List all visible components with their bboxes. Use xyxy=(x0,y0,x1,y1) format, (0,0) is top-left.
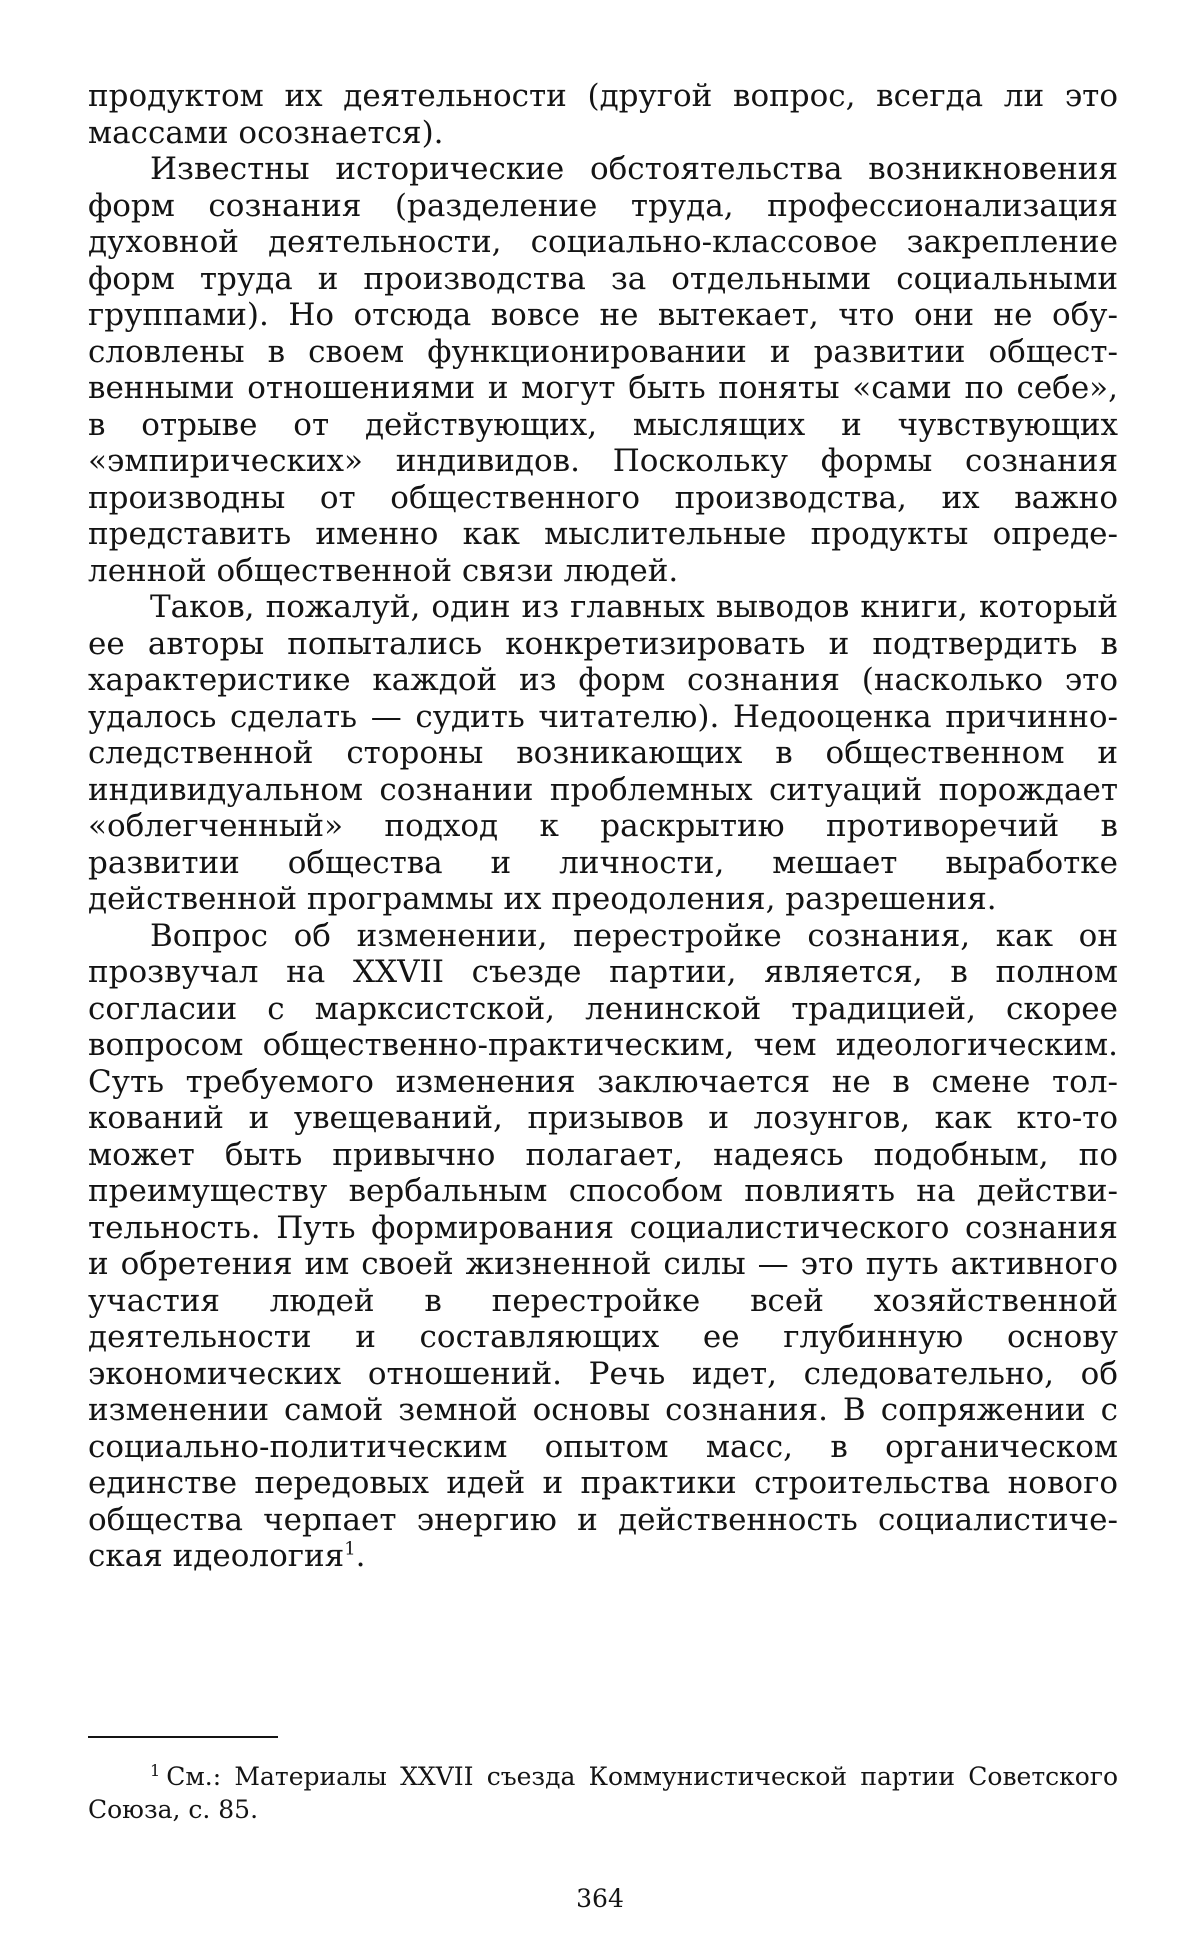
footnote-reference[interactable]: 1 xyxy=(344,1538,356,1560)
paragraph-4-text: Вопрос об изменении, перестройке сознания, как он прозвучал на XXVII съезде партии, является, в полном согласии с марксистской, ленинской традицией, скорее вопросом общественно-практическим, чем идеологическим. Суть требуемого изменения заключается не в смене толкований и увещеваний, призывов и лозунгов, как кто-то может быть привычно полагает, надеясь подобным, по преимуществу вербальным способом повлиять на действительность. Путь формирования социалистического сознания и обретения им своей жизненной силы — это путь активного участия людей в перестройке всей хозяйственной деятельности и составляющих ее глубинную основу экономических отношений. Речь идет, следовательно, об изменении самой земной основы сознания. В сопряжении с социально-политическим опытом масс, в органическом единстве передовых идей и практики строительства нового общества черпает энергию и действенность социалистическая идеология xyxy=(88,917,1118,1574)
footnote-divider xyxy=(88,1736,278,1738)
page-number: 364 xyxy=(576,1884,624,1913)
paragraph-2: Известны исторические обстоятельства возникновения форм сознания (разделение труда, профессионализация духовной деятельности, социально-классовое закрепление форм труда и производства за отдельными социальными группами). Но отсюда вовсе не вытекает, что они не обусловлены в своем функционировании и развитии общественными отношениями и могут быть поняты «сами по себе», в отрыве от действующих, мыслящих и чувствующих «эмпирических» индивидов. Поскольку формы сознания производны от общественного производства, их важно представить именно как мыслительные продукты определенной общественной связи людей. xyxy=(88,151,1118,589)
paragraph-3: Таков, пожалуй, один из главных выводов книги, который ее авторы попытались конкретизировать и подтвердить в характеристике каждой из форм сознания (насколько это удалось сделать — судить читателю). Недооценка причинно-следственной стороны возникающих в общественном и индивидуальном сознании проблемных ситуаций порождает «облегченный» подход к раскрытию противоречий в развитии общества и личности, мешает выработке действенной программы их преодоления, разрешения. xyxy=(88,589,1118,917)
page-body xyxy=(88,78,1118,1575)
footnote-text: См.: Материалы XXVII съезда Коммунистической партии Советского Союза, с. 85. xyxy=(88,1762,1118,1824)
paragraph-1: продуктом их деятельности (другой вопрос, всегда ли это массами осознается). xyxy=(88,78,1118,151)
footnote-marker: 1 xyxy=(150,1760,161,1780)
footnote xyxy=(88,1760,1118,1826)
paragraph-4: Вопрос об изменении, перестройке сознания, как он прозвучал на XXVII съезде партии, является, в полном согласии с марксистской, ленинской традицией, скорее вопросом общественно-практическим, чем идеологическим. Суть требуемого изменения заключается не в смене толкований и увещеваний, призывов и лозунгов, как кто-то может быть привычно полагает, надеясь подобным, по преимуществу вербальным способом повлиять на действительность. Путь формирования социалистического сознания и обретения им своей жизненной силы — это путь активного участия людей в перестройке всей хозяйственной деятельности и составляющих ее глубинную основу экономических отношений. Речь идет, следовательно, об изменении самой земной основы сознания. В сопряжении с социально-политическим опытом масс, в органическом единстве передовых идей и практики строительства нового общества черпает энергию и действенность социалистическая идеология$^1$. xyxy=(88,917,1118,1574)
